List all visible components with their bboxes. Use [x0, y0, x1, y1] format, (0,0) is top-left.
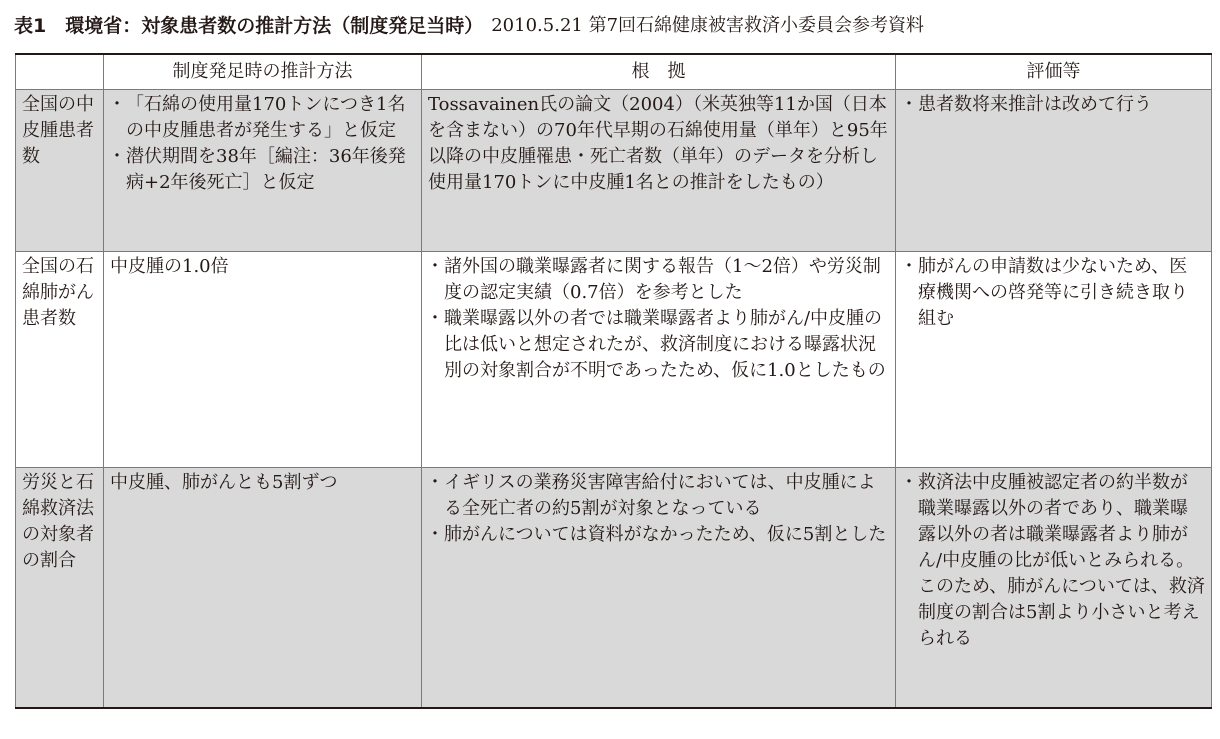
list-item: ・ 潜伏期間を38年［編注：36年後発病+2年後死亡］と仮定 — [110, 144, 415, 196]
basis-cell: Tossavainen氏の論文（2004）（米英独等11か国（日本を含まない）の70年代早期の石綿使用量（単年）と95年以降の中皮腫罹患・死亡者数（単年）のデータを分析し使用量170トンに中皮腫1名との推計をしたもの） — [422, 90, 896, 252]
list-item: ・ 患者数将来推計は改めて行う — [902, 92, 1205, 118]
estimation-method-table — [15, 53, 1212, 709]
list-item: ・ 肺がんの申請数は少ないため、医療機関への啓発等に引き続き取り組む — [902, 254, 1205, 332]
table-row — [16, 90, 1212, 252]
method-cell: 中皮腫の1.0倍 — [104, 252, 422, 468]
row-label: 全国の中皮腫患者数 — [16, 90, 104, 252]
list-item: ・ 職業曝露以外の者では職業曝露者より肺がん/中皮腫の比は低いと想定されたが、救済制度における曝露状況別の対象割合が不明であったため、仮に1.0としたもの — [428, 306, 889, 384]
header-method: 制度発足時の推計方法 — [104, 54, 422, 90]
evaluation-cell — [896, 90, 1212, 252]
basis-cell — [422, 252, 896, 468]
table-header-row — [16, 54, 1212, 90]
list-item: ・ 諸外国の職業曝露者に関する報告（1〜2倍）や労災制度の認定実績（0.7倍）を参考とした — [428, 254, 889, 306]
list-item: ・ 「石綿の使用量170トンにつき1名の中皮腫患者が発生する」と仮定 — [110, 92, 415, 144]
table-row — [16, 252, 1212, 468]
evaluation-cell — [896, 468, 1212, 708]
row-label: 労災と石綿救済法の対象者の割合 — [16, 468, 104, 708]
list-item: ・ 肺がんについては資料がなかったため、仮に5割とした — [428, 522, 889, 548]
table-source-note: 2010.5.21 第7回石綿健康被害救済小委員会参考資料 — [491, 15, 925, 36]
method-cell — [104, 90, 422, 252]
header-basis: 根 拠 — [422, 54, 896, 90]
table-row — [16, 468, 1212, 708]
table-title-main: 表1 環境省：対象患者数の推計方法（制度発足当時） — [14, 14, 484, 37]
basis-cell — [422, 468, 896, 708]
list-item: ・ イギリスの業務災害障害給付においては、中皮腫による全死亡者の約5割が対象となっている — [428, 470, 889, 522]
header-evaluation: 評価等 — [896, 54, 1212, 90]
table-title — [14, 6, 1214, 42]
row-label: 全国の石綿肺がん患者数 — [16, 252, 104, 468]
header-blank — [16, 54, 104, 90]
list-item: ・ 救済法中皮腫被認定者の約半数が職業曝露以外の者であり、職業曝露以外の者は職業曝露者より肺がん/中皮腫の比が低いとみられる。このため、肺がんについては、救済制度の割合は5割より小さいと考えられる — [902, 470, 1205, 652]
method-cell: 中皮腫、肺がんとも5割ずつ — [104, 468, 422, 708]
evaluation-cell — [896, 252, 1212, 468]
